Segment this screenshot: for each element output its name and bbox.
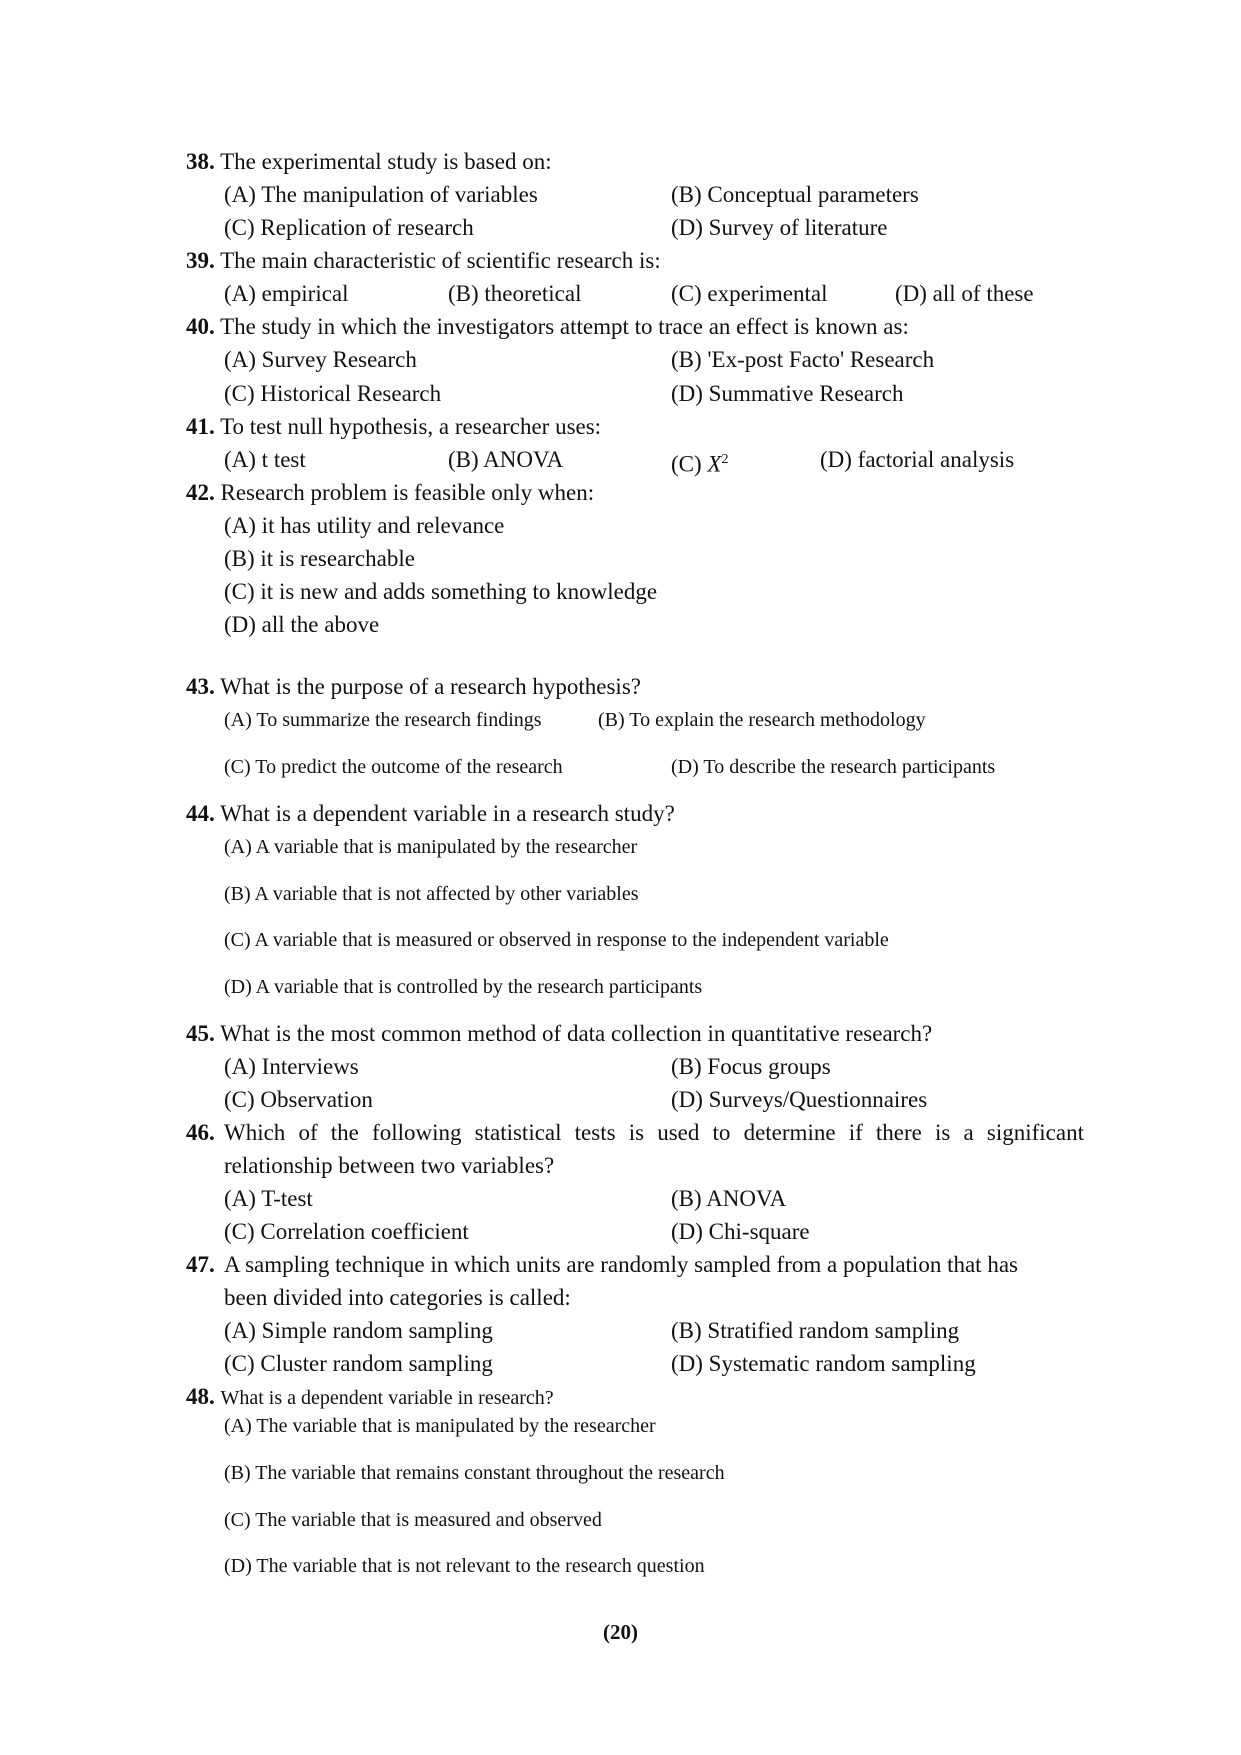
question-43 [186,673,641,701]
option-46-a: (A) T-test [224,1186,313,1211]
question-number: 42. [186,480,215,505]
option-48-c: (C) The variable that is measured and observed [224,1509,602,1531]
option-42-c: (C) it is new and adds something to knowledge [224,579,658,604]
question-48 [186,1383,554,1412]
option-41-c [671,446,728,479]
option-label: (C) [671,451,708,477]
superscript: 2 [721,452,729,467]
question-text: Research problem is feasible only when: [220,480,595,505]
option-43-d: (D) To describe the research participants [671,756,996,778]
question-text-line-2: been divided into categories is called: [224,1285,571,1310]
question-45 [186,1020,932,1048]
question-number: 41. [186,414,215,439]
question-text: What is the purpose of a research hypothesis? [220,674,641,699]
question-number: 47. [186,1252,215,1277]
question-number: 40. [186,314,215,339]
question-text: The experimental study is based on: [220,149,552,174]
option-45-a: (A) Interviews [224,1054,359,1079]
option-45-b: (B) Focus groups [671,1054,831,1079]
question-42 [186,479,594,507]
option-41-a: (A) t test [224,447,306,472]
option-38-b: (B) Conceptual parameters [671,182,919,207]
question-number: 44. [186,801,215,826]
option-44-d: (D) A variable that is controlled by the research participants [224,976,703,998]
question-text: The study in which the investigators attempt to trace an effect is known as: [220,314,909,339]
option-47-d: (D) Systematic random sampling [671,1351,976,1376]
question-number: 39. [186,248,215,273]
option-46-c: (C) Correlation coefficient [224,1219,469,1244]
option-41-b: (B) ANOVA [448,447,564,472]
question-number: 45. [186,1021,215,1046]
option-40-c: (C) Historical Research [224,381,442,406]
option-44-a: (A) A variable that is manipulated by the researcher [224,836,638,858]
option-38-d: (D) Survey of literature [671,215,888,240]
option-48-d: (D) The variable that is not relevant to the research question [224,1555,705,1577]
option-39-a: (A) empirical [224,281,349,306]
question-text: What is a dependent variable in a research study? [220,801,675,826]
question-38 [186,148,552,176]
option-45-c: (C) Observation [224,1087,373,1112]
option-44-b: (B) A variable that is not affected by other variables [224,883,639,905]
option-48-a: (A) The variable that is manipulated by the researcher [224,1415,656,1437]
question-text-line-2: relationship between two variables? [224,1153,555,1178]
option-42-b: (B) it is researchable [224,546,415,571]
option-47-b: (B) Stratified random sampling [671,1318,960,1343]
question-text-line-1: Which of the following statistical tests is used to determine if there is a significant [224,1120,1084,1145]
question-text: To test null hypothesis, a researcher uses: [220,414,602,439]
question-number: 48. [186,1384,215,1409]
page-number: (20) [603,1620,638,1644]
question-text: What is a dependent variable in research? [220,1387,554,1409]
question-40 [186,313,909,341]
option-40-a: (A) Survey Research [224,347,417,372]
option-39-b: (B) theoretical [448,281,582,306]
option-38-a: (A) The manipulation of variables [224,182,538,207]
option-38-c: (C) Replication of research [224,215,474,240]
option-43-b: (B) To explain the research methodology [598,709,926,731]
chi-symbol: X [707,451,722,477]
option-42-d: (D) all the above [224,612,380,637]
option-46-d: (D) Chi-square [671,1219,810,1244]
option-47-c: (C) Cluster random sampling [224,1351,493,1376]
question-text: The main characteristic of scientific research is: [220,248,661,273]
question-text: What is the most common method of data collection in quantitative research? [220,1021,933,1046]
option-40-b: (B) 'Ex-post Facto' Research [671,347,935,372]
option-47-a: (A) Simple random sampling [224,1318,493,1343]
option-48-b: (B) The variable that remains constant throughout the research [224,1462,725,1484]
option-39-d: (D) all of these [895,281,1034,306]
option-42-a: (A) it has utility and relevance [224,513,505,538]
question-44 [186,800,675,828]
option-39-c: (C) experimental [671,281,828,306]
option-43-a: (A) To summarize the research findings [224,709,542,731]
question-41 [186,413,601,441]
question-number: 46. [186,1120,215,1145]
question-39 [186,247,661,275]
question-number: 43. [186,674,215,699]
option-44-c: (C) A variable that is measured or observed in response to the independent variable [224,929,889,951]
option-43-c: (C) To predict the outcome of the research [224,756,563,778]
question-text-line-1: A sampling technique in which units are randomly sampled from a population that has [224,1252,1018,1277]
option-46-b: (B) ANOVA [671,1186,787,1211]
option-40-d: (D) Summative Research [671,381,904,406]
option-45-d: (D) Surveys/Questionnaires [671,1087,928,1112]
question-number: 38. [186,149,215,174]
option-41-d: (D) factorial analysis [820,447,1015,472]
